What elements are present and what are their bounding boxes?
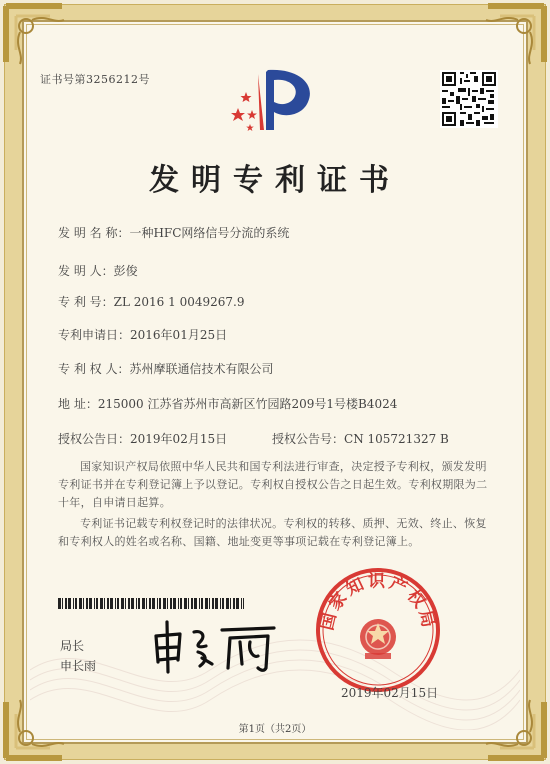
invention-name-label: 发 明 名 称： xyxy=(58,226,130,240)
signer-block xyxy=(60,636,96,676)
patent-number-row xyxy=(58,293,244,310)
grant-date-label: 授权公告日： xyxy=(58,432,131,446)
signer-title: 局长 xyxy=(60,639,85,653)
handwritten-signature-icon xyxy=(150,618,280,676)
legal-status-paragraph: 专利证书记载专利权登记时的法律状况。专利权的转移、质押、无效、终止、恢复和专利权人的姓名或名称、国籍、地址变更等事项记载在专利登记簿上。 xyxy=(58,517,487,548)
address-value: 215000 江苏省苏州市高新区竹园路209号1号楼B4024 xyxy=(97,397,398,411)
corner-ornament-icon xyxy=(478,2,548,72)
invention-name-value: 一种HFC网络信号分流的系统 xyxy=(129,226,290,240)
patent-number-value: ZL 2016 1 0049267.9 xyxy=(113,295,245,309)
patentee-row xyxy=(58,360,273,377)
cnipa-logo-icon xyxy=(228,64,322,134)
barcode-icon xyxy=(58,598,244,609)
invention-name-row xyxy=(58,224,289,241)
grant-number-row xyxy=(272,430,449,447)
grant-date-value: 2019年02月15日 xyxy=(130,432,228,446)
certificate-number: 证书号第3256212号 xyxy=(40,73,150,86)
inventor-value: 彭俊 xyxy=(113,264,138,278)
grant-date-row xyxy=(58,430,227,447)
official-seal-icon xyxy=(313,565,443,695)
page-number: 第1页（共2页） xyxy=(238,724,312,735)
seal-date: 2019年02月15日 xyxy=(341,686,439,700)
filing-date-value: 2016年01月25日 xyxy=(130,328,228,342)
grant-number-value: CN 105721327 B xyxy=(344,432,449,446)
seal-text: 国家知识产权局 xyxy=(317,571,439,633)
filing-date-label: 专利申请日： xyxy=(58,328,131,342)
patentee-value: 苏州摩联通信技术有限公司 xyxy=(129,362,274,376)
qr-code-icon xyxy=(440,70,498,128)
grant-number-label: 授权公告号： xyxy=(272,432,345,446)
address-label: 地 址： xyxy=(58,397,98,411)
address-row xyxy=(58,395,397,412)
signer-name: 申长雨 xyxy=(60,659,97,673)
inventor-label: 发 明 人： xyxy=(58,264,114,278)
certificate-title: 发明专利证书 xyxy=(149,163,401,198)
patent-number-label: 专 利 号： xyxy=(58,295,114,309)
corner-ornament-icon xyxy=(2,2,72,72)
grant-statement-paragraph: 国家知识产权局依照中华人民共和国专利法进行审查，决定授予专利权，颁发发明专利证书并在专利登记簿上予以登记。专利权自授权公告之日起生效。专利权期限为二十年，自申请日起算。 xyxy=(58,460,488,509)
inventor-row xyxy=(58,262,138,279)
patentee-label: 专 利 权 人： xyxy=(58,362,130,376)
filing-date-row xyxy=(58,326,227,343)
